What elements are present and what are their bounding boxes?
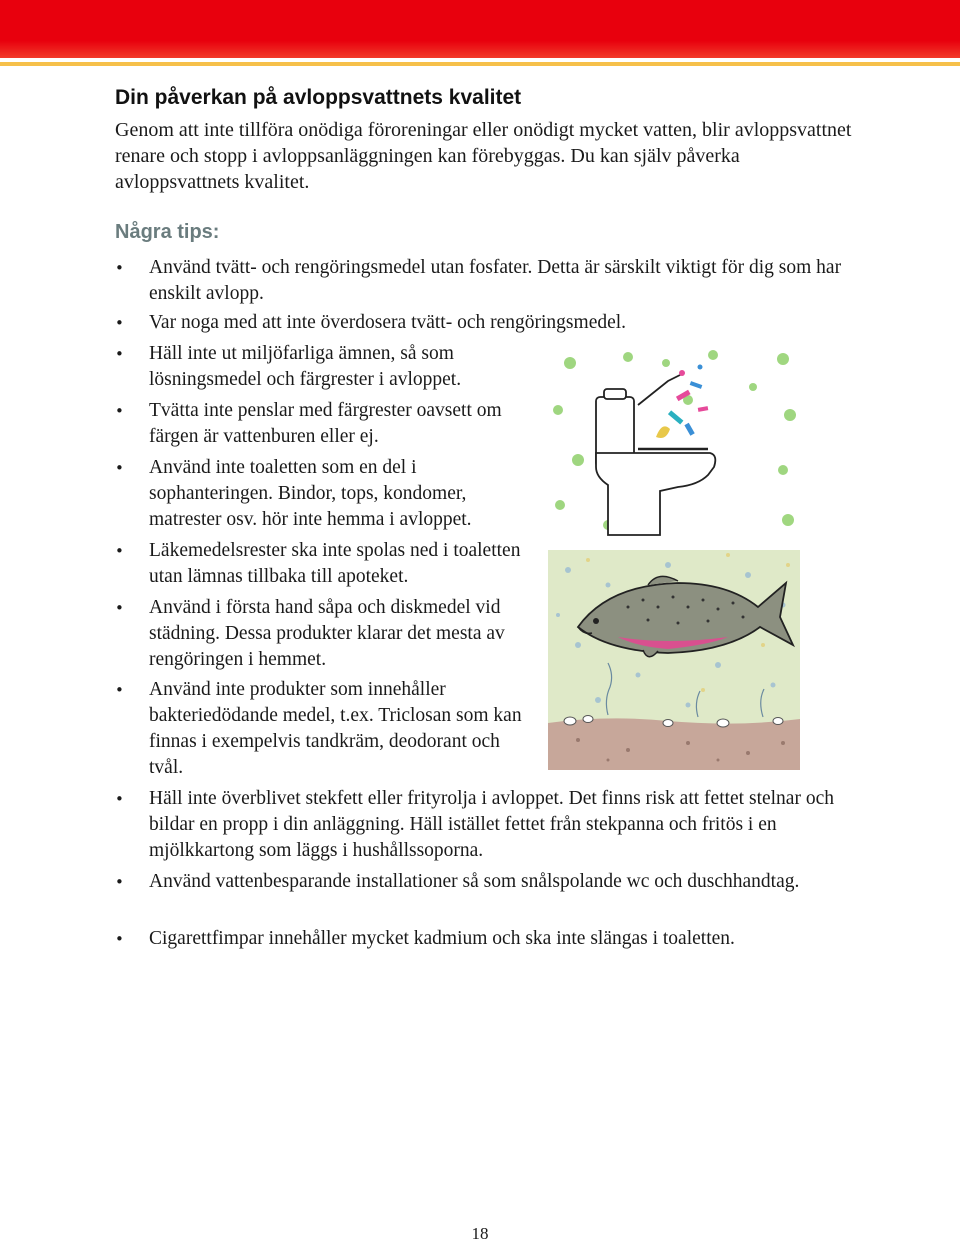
toilet-icon	[596, 373, 715, 535]
bullet-icon: •	[115, 459, 124, 477]
section-title: Din påverkan på avloppsvattnets kvalitet	[115, 86, 522, 109]
seabed-icon	[548, 716, 800, 771]
tip-text: Tvätta inte penslar med färgrester oavsett om färgen är vattenburen eller ej.	[149, 400, 502, 447]
tip-item	[115, 677, 535, 781]
tips-heading: Några tips:	[115, 221, 220, 243]
bullet-icon: •	[115, 599, 124, 617]
tip-item	[115, 341, 535, 393]
tip-text: Cigarettfimpar innehåller mycket kadmium och ska inte slängas i toaletten.	[149, 928, 735, 949]
bullet-icon: •	[115, 259, 124, 277]
tip-item	[115, 538, 555, 590]
tip-item	[115, 255, 855, 307]
tip-item	[115, 595, 535, 673]
bullet-icon: •	[115, 681, 124, 699]
toilet-fish-illustration	[548, 345, 800, 770]
tip-text: Var noga med att inte överdosera tvätt- och rengöringsmedel.	[149, 312, 627, 333]
tip-item	[115, 786, 855, 864]
tip-text: Använd inte produkter som innehåller bakteriedödande medel, t.ex. Triclosan som kan finnas i exempelvis tandkräm, deodorant och tvål.	[149, 679, 522, 778]
intro-paragraph: Genom att inte tillföra onödiga föroreningar eller onödigt mycket vatten, blir avloppsvattnet renare och stopp i avloppsanläggningen kan förebyggas. Du kan själv påverka avloppsvattnets kvalitet.	[115, 119, 852, 193]
bullet-icon: •	[115, 873, 124, 891]
tip-text: Använd inte toaletten som en del i sophanteringen. Bindor, tops, kondomer, matrester osv. hör inte hemma i avloppet.	[149, 457, 472, 530]
tip-item	[115, 926, 855, 952]
page-number: 18	[471, 1224, 489, 1243]
tip-text: Häll inte överblivet stekfett eller frityrolja i avloppet. Det finns risk att fettet stelnar och bildar en propp i din anläggning. Häll istället fettet från stekpanna och fritös i en mjölkkartong som läggs i hushållssoporna.	[149, 788, 834, 861]
bullet-icon: •	[115, 790, 124, 808]
bullet-icon: •	[115, 314, 124, 332]
tip-item	[115, 310, 855, 336]
bullet-icon: •	[115, 542, 124, 560]
tip-item	[115, 869, 855, 895]
header-rule	[0, 62, 960, 66]
header-band	[0, 0, 960, 58]
tip-text: Använd vattenbesparande installationer så som snålspolande wc och duschhandtag.	[149, 871, 800, 892]
bullet-icon: •	[115, 930, 124, 948]
tip-item	[115, 455, 535, 533]
tip-item	[115, 398, 535, 450]
tip-text: Läkemedelsrester ska inte spolas ned i toaletten utan lämnas tillbaka till apoteket.	[149, 540, 521, 587]
tip-text: Använd tvätt- och rengöringsmedel utan fosfater. Detta är särskilt viktigt för dig som har enskilt avlopp.	[149, 257, 842, 304]
tip-text: Använd i första hand såpa och diskmedel vid städning. Dessa produkter klarar det mesta av rengöringen i hemmet.	[149, 597, 505, 670]
waste-items-icon	[656, 365, 708, 439]
bullet-icon: •	[115, 345, 124, 363]
tip-text: Häll inte ut miljöfarliga ämnen, så som lösningsmedel och färgrester i avloppet.	[149, 343, 462, 390]
bullet-icon: •	[115, 402, 124, 420]
